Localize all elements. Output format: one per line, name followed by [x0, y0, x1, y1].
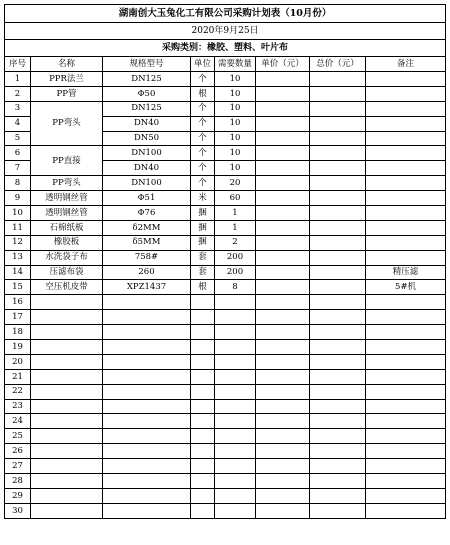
cell-price [256, 384, 310, 399]
cell-unit [191, 429, 215, 444]
cell-total [310, 503, 366, 518]
cell-name: 透明钢丝管 [31, 191, 103, 206]
cell-note [366, 146, 446, 161]
cell-name [31, 429, 103, 444]
cell-qty: 2 [215, 235, 256, 250]
cell-price [256, 191, 310, 206]
cell-spec: DN100 [103, 146, 191, 161]
cell-price [256, 131, 310, 146]
table-title: 湖南创大玉兔化工有限公司采购计划表（10月份） [5, 5, 446, 23]
cell-note [366, 384, 446, 399]
table-row [5, 250, 446, 265]
cell-name [31, 488, 103, 503]
table-row [5, 414, 446, 429]
cell-no: 18 [5, 325, 31, 340]
cell-spec: Φ51 [103, 191, 191, 206]
table-row [5, 310, 446, 325]
header-unit: 单位 [191, 57, 215, 72]
cell-no: 29 [5, 488, 31, 503]
cell-no: 8 [5, 176, 31, 191]
cell-qty [215, 369, 256, 384]
table-row [5, 235, 446, 250]
cell-qty: 10 [215, 116, 256, 131]
header-note: 备注 [366, 57, 446, 72]
cell-price [256, 176, 310, 191]
cell-note [366, 72, 446, 87]
cell-unit: 捆 [191, 220, 215, 235]
cell-qty: 200 [215, 250, 256, 265]
cell-spec: DN100 [103, 176, 191, 191]
cell-no: 24 [5, 414, 31, 429]
cell-unit [191, 325, 215, 340]
cell-qty [215, 340, 256, 355]
cell-price [256, 250, 310, 265]
cell-total [310, 86, 366, 101]
cell-total [310, 220, 366, 235]
cell-note [366, 86, 446, 101]
cell-no: 7 [5, 161, 31, 176]
cell-spec: 758# [103, 250, 191, 265]
cell-spec: 260 [103, 265, 191, 280]
cell-price [256, 503, 310, 518]
cell-note [366, 474, 446, 489]
cell-name [31, 310, 103, 325]
header-name: 名称 [31, 57, 103, 72]
cell-note [366, 220, 446, 235]
cell-total [310, 354, 366, 369]
cell-total [310, 310, 366, 325]
table-row [5, 146, 446, 161]
cell-name: 水洗袋子布 [31, 250, 103, 265]
cell-spec: DN40 [103, 116, 191, 131]
cell-qty [215, 384, 256, 399]
cell-unit: 捆 [191, 206, 215, 221]
cell-note [366, 101, 446, 116]
header-spec: 规格型号 [103, 57, 191, 72]
cell-spec: DN125 [103, 101, 191, 116]
cell-qty [215, 325, 256, 340]
cell-spec [103, 414, 191, 429]
cell-spec [103, 295, 191, 310]
cell-note [366, 444, 446, 459]
table-date: 2020年9月25日 [5, 23, 446, 40]
cell-unit: 捆 [191, 235, 215, 250]
cell-price [256, 146, 310, 161]
cell-note [366, 354, 446, 369]
cell-unit [191, 369, 215, 384]
cell-price [256, 235, 310, 250]
cell-no: 26 [5, 444, 31, 459]
cell-spec: XPZ1437 [103, 280, 191, 295]
cell-unit [191, 414, 215, 429]
cell-qty: 60 [215, 191, 256, 206]
cell-unit [191, 488, 215, 503]
cell-qty: 10 [215, 131, 256, 146]
cell-qty [215, 354, 256, 369]
cell-total [310, 399, 366, 414]
cell-total [310, 206, 366, 221]
cell-name: 橡胶板 [31, 235, 103, 250]
cell-price [256, 325, 310, 340]
cell-no: 30 [5, 503, 31, 518]
cell-total [310, 116, 366, 131]
cell-unit: 根 [191, 86, 215, 101]
table-row [5, 429, 446, 444]
cell-total [310, 72, 366, 87]
table-row [5, 265, 446, 280]
cell-unit: 米 [191, 191, 215, 206]
table-row [5, 191, 446, 206]
cell-name: PP弯头 [31, 101, 103, 146]
cell-spec: δ5MM [103, 235, 191, 250]
cell-name [31, 295, 103, 310]
cell-unit: 个 [191, 72, 215, 87]
cell-qty: 10 [215, 146, 256, 161]
cell-price [256, 295, 310, 310]
cell-no: 27 [5, 459, 31, 474]
cell-no: 10 [5, 206, 31, 221]
cell-price [256, 161, 310, 176]
cell-name [31, 444, 103, 459]
cell-spec: Φ76 [103, 206, 191, 221]
cell-spec [103, 399, 191, 414]
cell-spec [103, 459, 191, 474]
purchase-plan-table [4, 4, 446, 519]
cell-total [310, 444, 366, 459]
cell-name [31, 340, 103, 355]
cell-price [256, 444, 310, 459]
cell-qty [215, 459, 256, 474]
cell-spec: DN125 [103, 72, 191, 87]
cell-note: 5#机 [366, 280, 446, 295]
cell-total [310, 325, 366, 340]
cell-no: 2 [5, 86, 31, 101]
cell-name [31, 459, 103, 474]
cell-unit: 根 [191, 280, 215, 295]
cell-unit [191, 503, 215, 518]
cell-total [310, 101, 366, 116]
cell-spec [103, 488, 191, 503]
cell-unit: 个 [191, 131, 215, 146]
cell-unit: 套 [191, 265, 215, 280]
cell-name [31, 474, 103, 489]
cell-no: 23 [5, 399, 31, 414]
cell-note [366, 429, 446, 444]
table-row [5, 488, 446, 503]
cell-total [310, 429, 366, 444]
cell-total [310, 369, 366, 384]
header-row [5, 57, 446, 72]
cell-note [366, 131, 446, 146]
cell-name: PPR法兰 [31, 72, 103, 87]
header-total: 总价（元） [310, 57, 366, 72]
cell-note [366, 503, 446, 518]
cell-no: 12 [5, 235, 31, 250]
cell-price [256, 86, 310, 101]
cell-qty [215, 429, 256, 444]
cell-note [366, 116, 446, 131]
cell-unit [191, 354, 215, 369]
cell-spec: DN50 [103, 131, 191, 146]
cell-total [310, 384, 366, 399]
cell-qty [215, 414, 256, 429]
cell-no: 15 [5, 280, 31, 295]
cell-no: 21 [5, 369, 31, 384]
cell-no: 19 [5, 340, 31, 355]
cell-note [366, 176, 446, 191]
cell-note [366, 399, 446, 414]
table-row [5, 340, 446, 355]
cell-note [366, 488, 446, 503]
cell-qty [215, 444, 256, 459]
cell-name: 石棉纸板 [31, 220, 103, 235]
cell-total [310, 176, 366, 191]
cell-price [256, 72, 310, 87]
cell-no: 16 [5, 295, 31, 310]
table-row [5, 295, 446, 310]
purchase-category: 采购类别：橡胶、塑料、叶片布 [5, 40, 446, 57]
cell-qty: 10 [215, 161, 256, 176]
cell-name [31, 325, 103, 340]
cell-name: PP直接 [31, 146, 103, 176]
cell-qty [215, 295, 256, 310]
cell-no: 17 [5, 310, 31, 325]
cell-qty [215, 503, 256, 518]
cell-total [310, 265, 366, 280]
cell-total [310, 146, 366, 161]
table-row [5, 369, 446, 384]
cell-name: PP管 [31, 86, 103, 101]
cell-note [366, 191, 446, 206]
cell-qty: 1 [215, 220, 256, 235]
cell-qty: 10 [215, 72, 256, 87]
cell-total [310, 295, 366, 310]
cell-no: 20 [5, 354, 31, 369]
cell-name [31, 503, 103, 518]
cell-total [310, 280, 366, 295]
table-row [5, 325, 446, 340]
cell-name: PP弯头 [31, 176, 103, 191]
cell-name [31, 354, 103, 369]
cell-qty: 8 [215, 280, 256, 295]
cell-price [256, 369, 310, 384]
cell-name: 透明钢丝管 [31, 206, 103, 221]
cell-qty: 200 [215, 265, 256, 280]
cell-no: 9 [5, 191, 31, 206]
cell-price [256, 340, 310, 355]
cell-no: 11 [5, 220, 31, 235]
cell-no: 14 [5, 265, 31, 280]
cell-note: 精压滤 [366, 265, 446, 280]
cell-note [366, 414, 446, 429]
cell-price [256, 280, 310, 295]
cell-qty: 10 [215, 101, 256, 116]
cell-unit: 个 [191, 161, 215, 176]
cell-qty [215, 310, 256, 325]
table-row [5, 444, 446, 459]
cell-qty [215, 399, 256, 414]
cell-spec [103, 310, 191, 325]
table-body [5, 72, 446, 519]
cell-note [366, 235, 446, 250]
cell-spec [103, 384, 191, 399]
table-row [5, 220, 446, 235]
cell-qty [215, 488, 256, 503]
cell-qty: 1 [215, 206, 256, 221]
cell-spec: δ2MM [103, 220, 191, 235]
cell-spec [103, 340, 191, 355]
cell-qty: 10 [215, 86, 256, 101]
table-row [5, 503, 446, 518]
table-row [5, 101, 446, 116]
cell-qty: 20 [215, 176, 256, 191]
table-row [5, 384, 446, 399]
cell-price [256, 206, 310, 221]
cell-unit [191, 384, 215, 399]
table-row [5, 86, 446, 101]
cell-total [310, 459, 366, 474]
cell-total [310, 161, 366, 176]
cell-price [256, 488, 310, 503]
cell-unit [191, 310, 215, 325]
cell-no: 28 [5, 474, 31, 489]
cell-unit [191, 340, 215, 355]
cell-unit [191, 399, 215, 414]
cell-unit: 个 [191, 146, 215, 161]
header-qty: 需要数量 [215, 57, 256, 72]
cell-no: 5 [5, 131, 31, 146]
cell-note [366, 369, 446, 384]
cell-total [310, 250, 366, 265]
table-row [5, 459, 446, 474]
cell-no: 1 [5, 72, 31, 87]
cell-no: 25 [5, 429, 31, 444]
cell-no: 3 [5, 101, 31, 116]
cell-spec [103, 474, 191, 489]
cell-note [366, 459, 446, 474]
table-row [5, 176, 446, 191]
cell-spec [103, 354, 191, 369]
cell-spec [103, 503, 191, 518]
cell-spec [103, 444, 191, 459]
cell-price [256, 310, 310, 325]
cell-price [256, 429, 310, 444]
cell-spec: Φ50 [103, 86, 191, 101]
cell-note [366, 310, 446, 325]
cell-spec: DN40 [103, 161, 191, 176]
cell-no: 22 [5, 384, 31, 399]
cell-unit: 套 [191, 250, 215, 265]
cell-price [256, 459, 310, 474]
cell-price [256, 101, 310, 116]
table-row [5, 280, 446, 295]
cell-unit: 个 [191, 176, 215, 191]
cell-no: 6 [5, 146, 31, 161]
cell-unit [191, 444, 215, 459]
cell-note [366, 325, 446, 340]
cell-no: 4 [5, 116, 31, 131]
cell-qty [215, 474, 256, 489]
table-row [5, 72, 446, 87]
cell-unit: 个 [191, 116, 215, 131]
cell-price [256, 265, 310, 280]
cell-total [310, 474, 366, 489]
cell-unit: 个 [191, 101, 215, 116]
cell-price [256, 414, 310, 429]
cell-unit [191, 459, 215, 474]
cell-price [256, 354, 310, 369]
table-row [5, 354, 446, 369]
cell-name: 空压机皮带 [31, 280, 103, 295]
cell-name [31, 384, 103, 399]
cell-note [366, 250, 446, 265]
header-no: 序号 [5, 57, 31, 72]
cell-note [366, 295, 446, 310]
table-row [5, 474, 446, 489]
cell-note [366, 161, 446, 176]
table-row [5, 399, 446, 414]
cell-price [256, 220, 310, 235]
cell-unit [191, 295, 215, 310]
cell-spec [103, 429, 191, 444]
cell-spec [103, 369, 191, 384]
cell-total [310, 191, 366, 206]
cell-name [31, 399, 103, 414]
cell-total [310, 235, 366, 250]
cell-no: 13 [5, 250, 31, 265]
cell-note [366, 206, 446, 221]
cell-total [310, 340, 366, 355]
cell-unit [191, 474, 215, 489]
cell-spec [103, 325, 191, 340]
header-price: 单价（元） [256, 57, 310, 72]
cell-price [256, 116, 310, 131]
cell-name [31, 369, 103, 384]
cell-total [310, 414, 366, 429]
cell-note [366, 340, 446, 355]
table-row [5, 206, 446, 221]
cell-total [310, 488, 366, 503]
cell-total [310, 131, 366, 146]
cell-name: 压滤布袋 [31, 265, 103, 280]
cell-name [31, 414, 103, 429]
cell-price [256, 474, 310, 489]
cell-price [256, 399, 310, 414]
